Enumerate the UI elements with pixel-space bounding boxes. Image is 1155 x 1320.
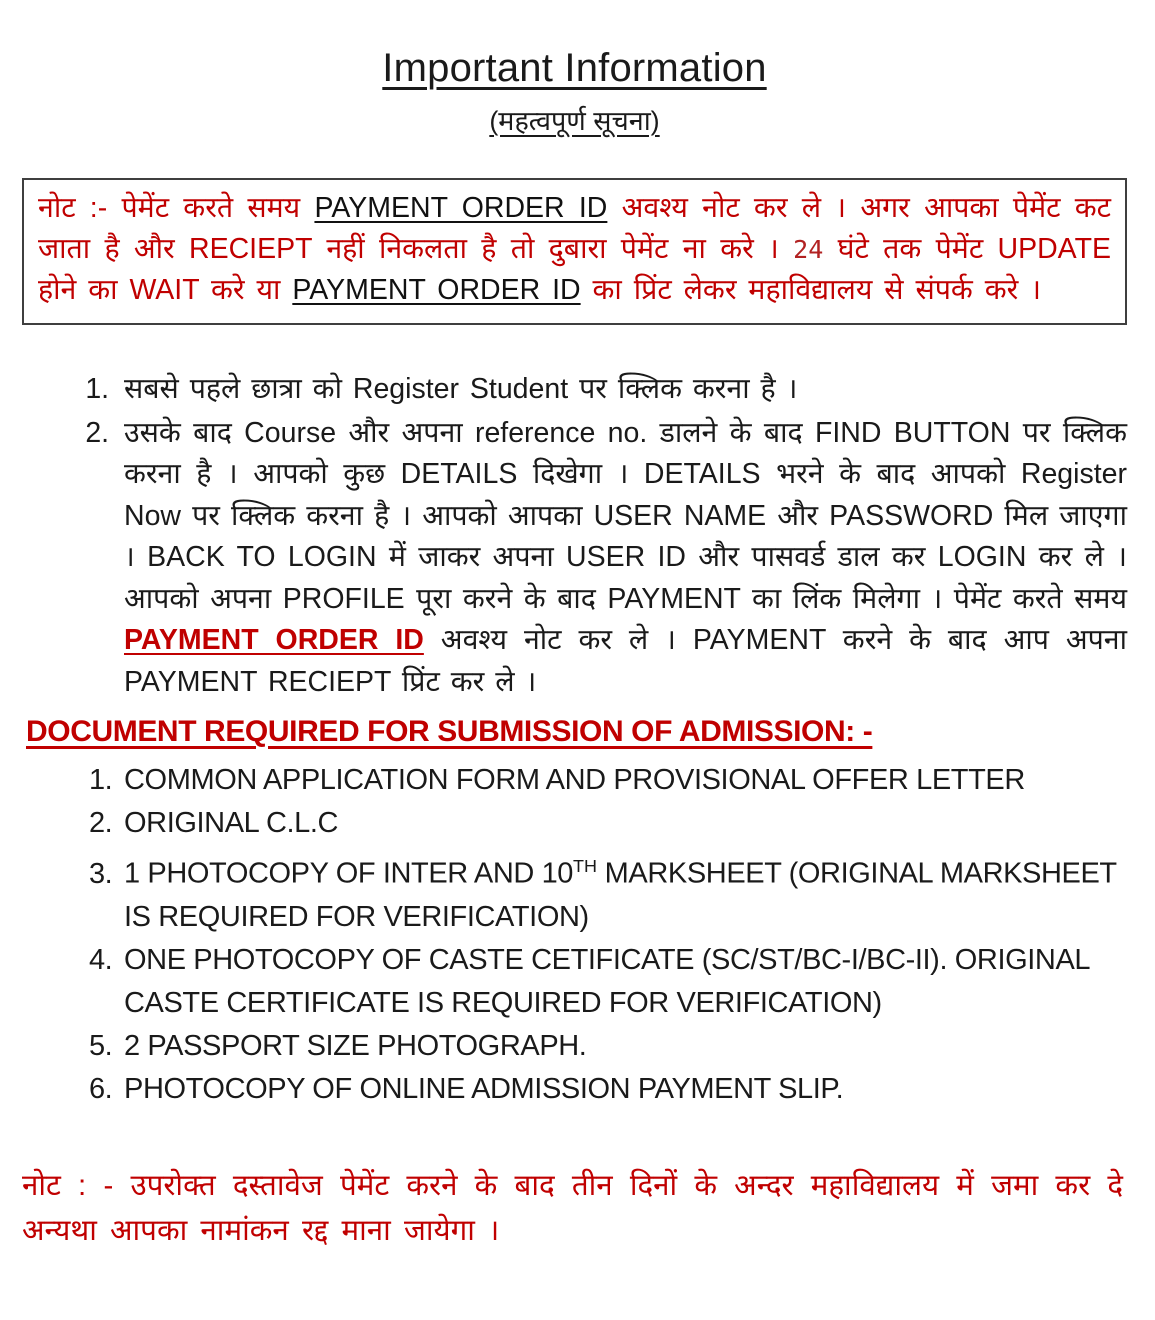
- registration-steps-list: [22, 369, 1127, 703]
- submission-deadline-note: नोट : - उपरोक्त दस्तावेज पेमेंट करने के बाद तीन दिनों के अन्दर महाविद्यालय में जमा कर दे अन्यथा आपका नामांकन रद्द माना जायेगा ।: [22, 1168, 1123, 1247]
- step-item-1: 1. सबसे पहले छात्रा को Register Student पर क्लिक करना है ।: [120, 369, 1127, 411]
- documents-required-list: [22, 759, 1127, 1111]
- document-item-6: 6. PHOTOCOPY OF ONLINE ADMISSION PAYMENT SLIP.: [120, 1068, 1127, 1111]
- page-subtitle: [22, 101, 1127, 138]
- document-item-2: 2. ORIGINAL C.L.C: [120, 802, 1127, 845]
- payment-warning-box: नोट :- पेमेंट करते समय PAYMENT ORDER ID अवश्य नोट कर ले । अगर आपका पेमेंट कट जाता है और RECIEPT नहीं निकलता है तो दुबारा पेमेंट ना करे । 24 घंटे तक पेमेंट UPDATE होने का WAIT करे या PAYMENT ORDER ID का प्रिंट लेकर महाविद्यालय से संपर्क करे ।: [22, 178, 1127, 325]
- page-subtitle-text: (महत्वपूर्ण सूचना): [489, 106, 660, 136]
- document-item-1: 1. COMMON APPLICATION FORM AND PROVISIONAL OFFER LETTER: [120, 759, 1127, 802]
- document-item-5: 5. 2 PASSPORT SIZE PHOTOGRAPH.: [120, 1025, 1127, 1068]
- documents-required-heading: DOCUMENT REQUIRED FOR SUBMISSION OF ADMISSION: -: [26, 715, 873, 748]
- document-item-4: 4. ONE PHOTOCOPY OF CASTE CETIFICATE (SC/ST/BC-I/BC-II). ORIGINAL CASTE CERTIFICATE IS REQUIRED FOR VERIFICATION): [120, 939, 1127, 1025]
- document-item-3: 3. 1 PHOTOCOPY OF INTER AND 10TH MARKSHEET (ORIGINAL MARKSHEET IS REQUIRED FOR VERIFICATION): [120, 845, 1127, 939]
- page-title: Important Information: [382, 46, 767, 90]
- step-item-2: 2. उसके बाद Course और अपना reference no. डालने के बाद FIND BUTTON पर क्लिक करना है । आपको कुछ DETAILS दिखेगा । DETAILS भरने के बाद आपको Register Now पर क्लिक करना है । आपको आपका USER NAME और PASSWORD मिल जाएगा । BACK TO LOGIN में जाकर अपना USER ID और पासवर्ड डाल कर LOGIN कर ले । आपको अपना PROFILE पूरा करने के बाद PAYMENT का लिंक मिलेगा । पेमेंट करते समय PAYMENT ORDER ID अवश्य नोट कर ले । PAYMENT करने के बाद आप अपना PAYMENT RECIEPT प्रिंट कर ले ।: [120, 413, 1127, 704]
- document-header: [22, 46, 1127, 138]
